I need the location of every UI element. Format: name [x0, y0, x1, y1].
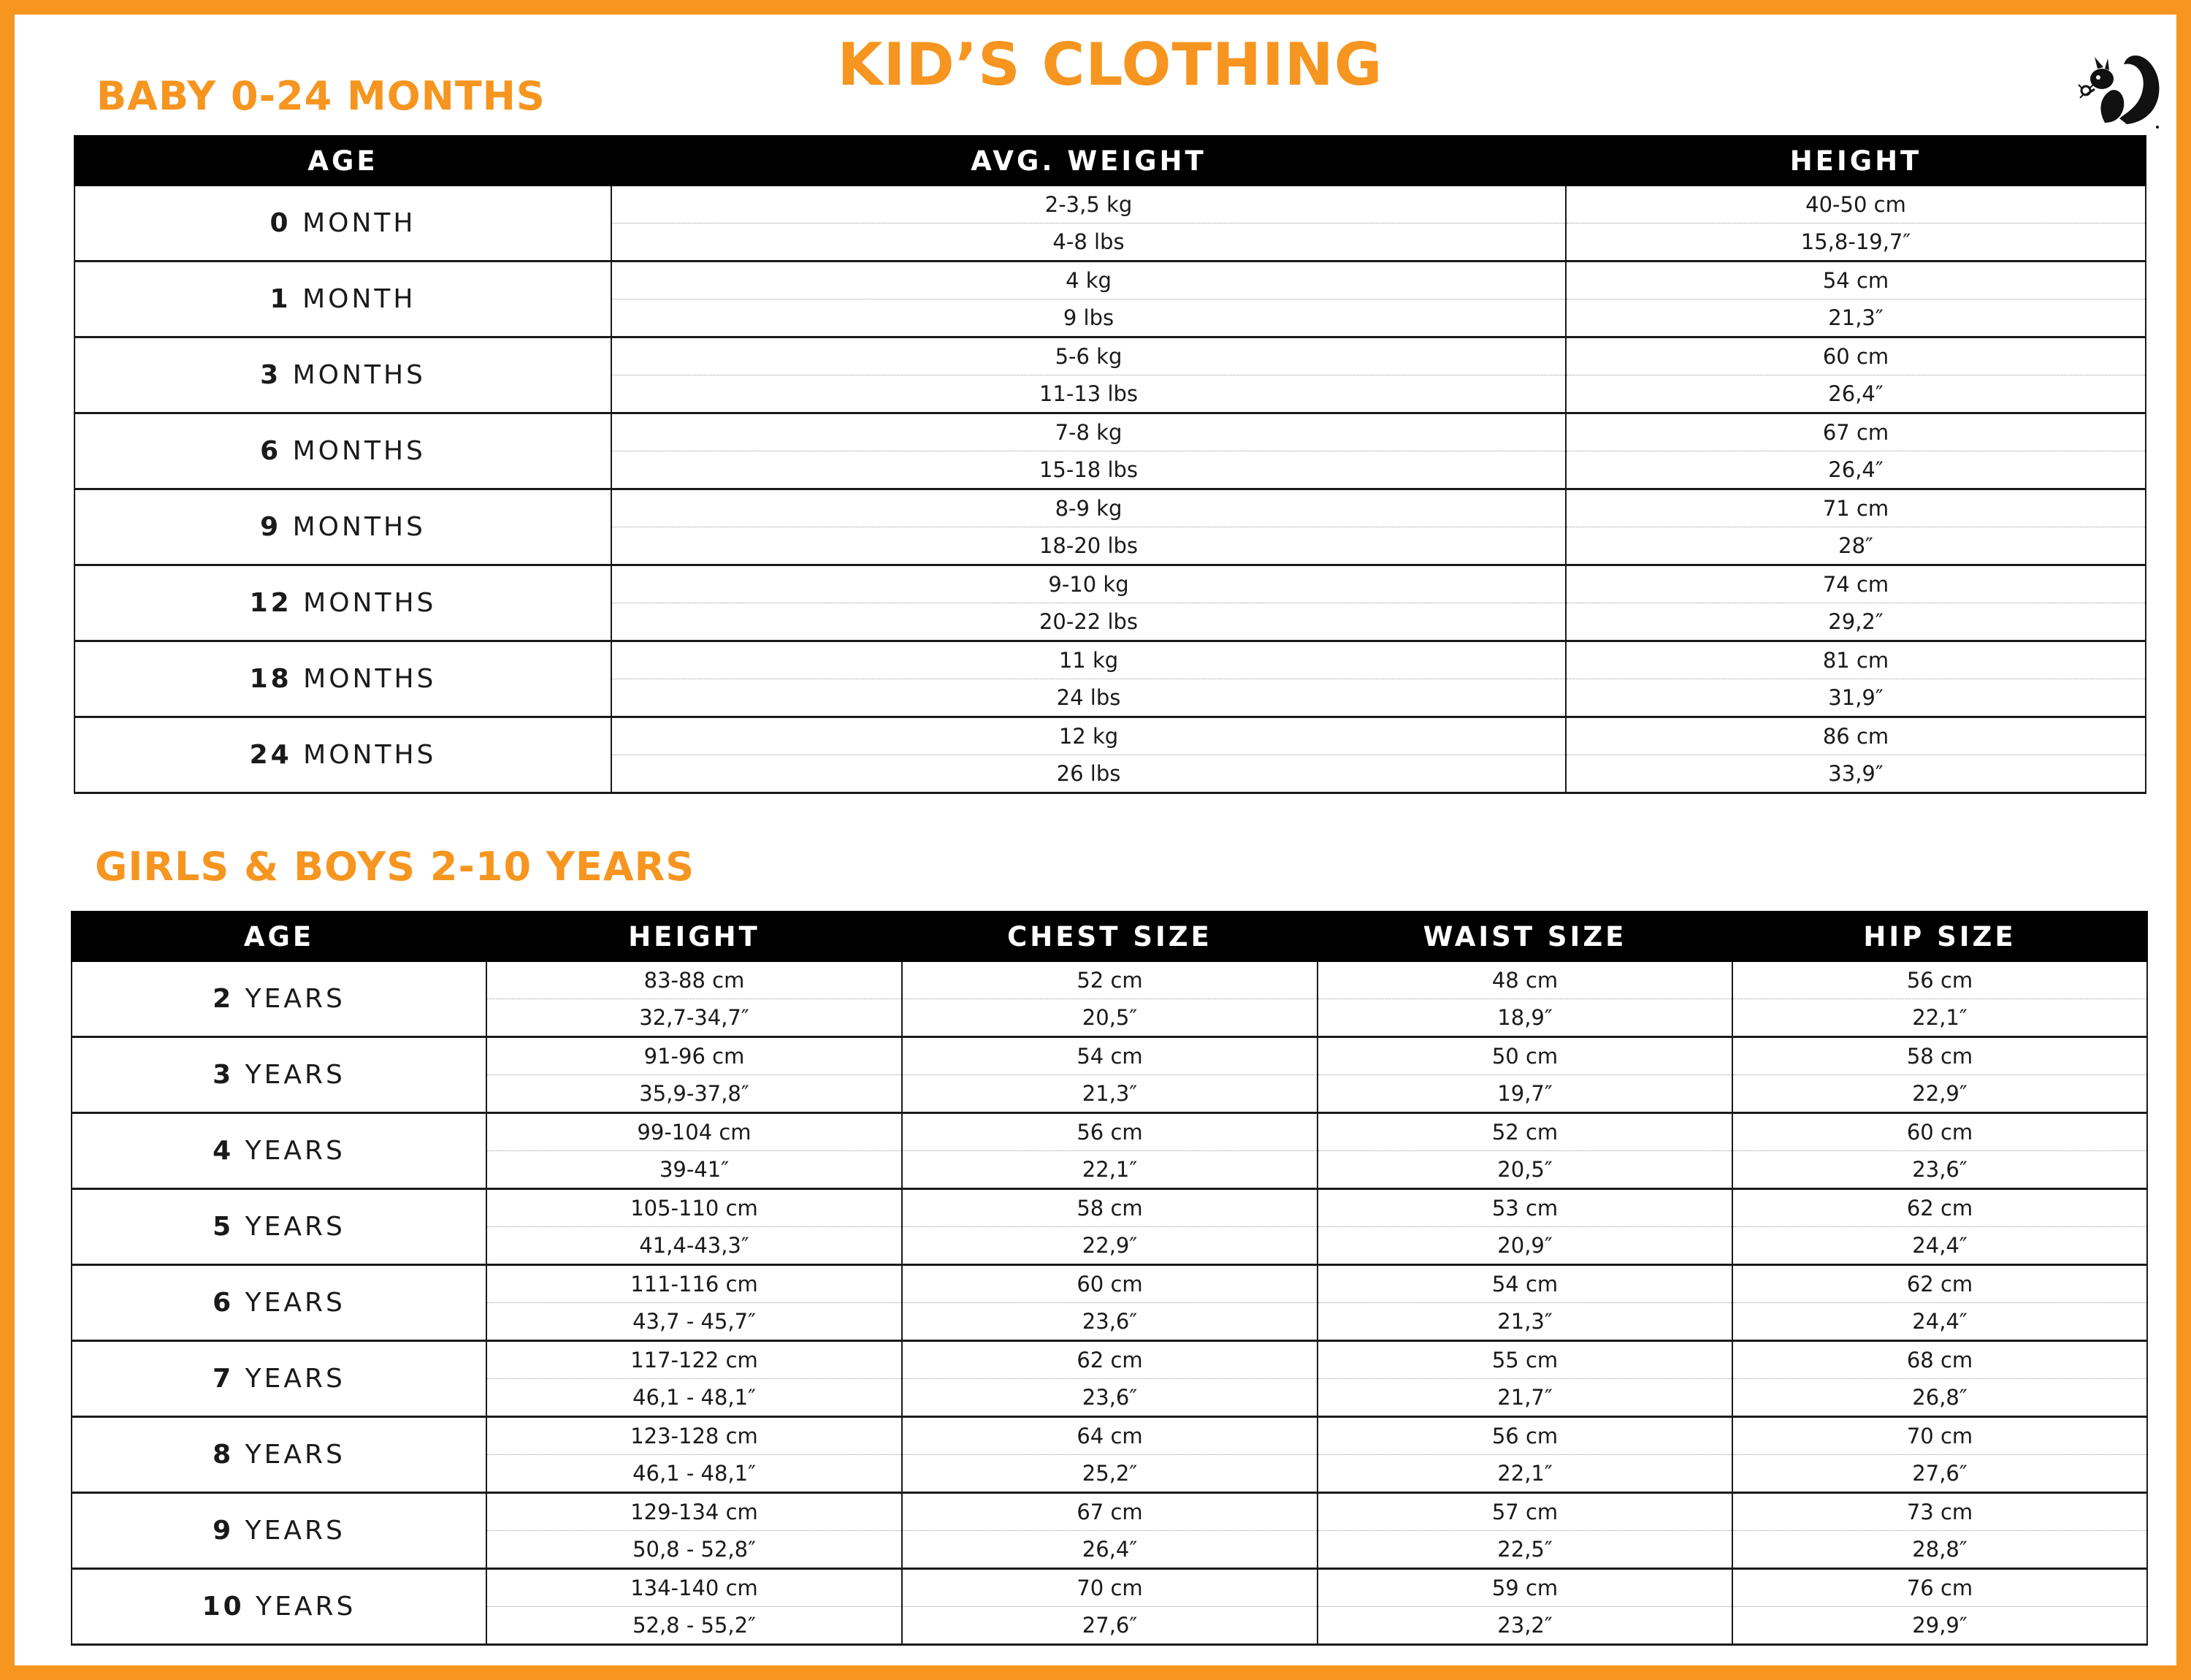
- table-row: [74, 717, 2146, 755]
- hip-imperial-cell: 22,1″: [1732, 999, 2147, 1037]
- chest-imperial-cell: 23,6″: [902, 1303, 1318, 1341]
- height-metric-cell: 134-140 cm: [486, 1569, 902, 1607]
- baby-size-table: [74, 135, 2146, 794]
- age-cell: [72, 1189, 486, 1265]
- age-number: 12: [249, 588, 292, 618]
- age-cell: [74, 489, 611, 565]
- weight-metric-cell: 12 kg: [611, 717, 1566, 755]
- hip-metric-cell: 58 cm: [1732, 1037, 2147, 1075]
- column-header-age: AGE: [74, 135, 611, 186]
- height-imperial-cell: 50,8 - 52,8″: [486, 1531, 902, 1569]
- height-imperial-cell: 32,7-34,7″: [486, 999, 902, 1037]
- weight-metric-cell: 11 kg: [611, 641, 1566, 679]
- chest-metric-cell: 58 cm: [902, 1189, 1318, 1227]
- age-unit: MONTH: [302, 208, 416, 238]
- waist-metric-cell: 54 cm: [1318, 1265, 1732, 1303]
- age-unit: MONTHS: [303, 664, 437, 694]
- hip-metric-cell: 62 cm: [1732, 1189, 2147, 1227]
- chest-imperial-cell: 22,9″: [902, 1227, 1318, 1265]
- height-imperial-cell: 28″: [1566, 527, 2146, 565]
- age-unit: YEARS: [245, 1516, 345, 1546]
- chest-imperial-cell: 27,6″: [902, 1607, 1318, 1645]
- hip-imperial-cell: 23,6″: [1732, 1151, 2147, 1189]
- age-unit: MONTH: [302, 284, 416, 314]
- weight-imperial-cell: 9 lbs: [611, 299, 1566, 337]
- waist-imperial-cell: 20,5″: [1318, 1151, 1732, 1189]
- weight-imperial-cell: 26 lbs: [611, 755, 1566, 793]
- height-imperial-cell: 43,7 - 45,7″: [486, 1303, 902, 1341]
- age-number: 6: [213, 1288, 234, 1318]
- height-metric-cell: 129-134 cm: [486, 1493, 902, 1531]
- height-metric-cell: 71 cm: [1566, 489, 2146, 527]
- height-imperial-cell: 46,1 - 48,1″: [486, 1379, 902, 1417]
- waist-imperial-cell: 23,2″: [1318, 1607, 1732, 1645]
- chest-metric-cell: 52 cm: [902, 962, 1318, 999]
- age-number: 10: [202, 1592, 245, 1622]
- table-row: [74, 261, 2146, 299]
- age-unit: MONTHS: [303, 740, 437, 770]
- chest-metric-cell: 70 cm: [902, 1569, 1318, 1607]
- hip-metric-cell: 60 cm: [1732, 1113, 2147, 1151]
- age-cell: [74, 337, 611, 413]
- hip-imperial-cell: 28,8″: [1732, 1531, 2147, 1569]
- height-imperial-cell: 31,9″: [1566, 679, 2146, 717]
- hip-imperial-cell: 27,6″: [1732, 1455, 2147, 1493]
- column-header-height: HEIGHT: [486, 911, 902, 962]
- table-row: [74, 413, 2146, 451]
- waist-imperial-cell: 18,9″: [1318, 999, 1732, 1037]
- chest-imperial-cell: 21,3″: [902, 1075, 1318, 1113]
- height-metric-cell: 105-110 cm: [486, 1189, 902, 1227]
- hip-metric-cell: 76 cm: [1732, 1569, 2147, 1607]
- column-header-age: AGE: [72, 911, 486, 962]
- waist-metric-cell: 52 cm: [1318, 1113, 1732, 1151]
- table-row: [74, 641, 2146, 679]
- column-header-height: HEIGHT: [1566, 135, 2146, 186]
- table-row: [72, 1417, 2147, 1455]
- waist-imperial-cell: 22,1″: [1318, 1455, 1732, 1493]
- height-imperial-cell: 29,2″: [1566, 603, 2146, 641]
- weight-imperial-cell: 4-8 lbs: [611, 224, 1566, 261]
- age-unit: MONTHS: [292, 436, 426, 466]
- weight-metric-cell: 7-8 kg: [611, 413, 1566, 451]
- age-number: 4: [213, 1136, 234, 1166]
- waist-imperial-cell: 20,9″: [1318, 1227, 1732, 1265]
- chest-metric-cell: 54 cm: [902, 1037, 1318, 1075]
- chest-imperial-cell: 20,5″: [902, 999, 1318, 1037]
- height-metric-cell: 117-122 cm: [486, 1341, 902, 1379]
- table-row: [74, 337, 2146, 375]
- height-imperial-cell: 26,4″: [1566, 451, 2146, 489]
- kids-section-title: GIRLS & BOYS 2-10 YEARS: [95, 844, 695, 890]
- hip-metric-cell: 62 cm: [1732, 1265, 2147, 1303]
- height-metric-cell: 74 cm: [1566, 565, 2146, 603]
- height-metric-cell: 86 cm: [1566, 717, 2146, 755]
- weight-metric-cell: 9-10 kg: [611, 565, 1566, 603]
- age-cell: [72, 1037, 486, 1113]
- table-row: [74, 489, 2146, 527]
- age-number: 3: [260, 360, 282, 390]
- age-unit: MONTHS: [303, 588, 437, 618]
- hip-metric-cell: 68 cm: [1732, 1341, 2147, 1379]
- weight-imperial-cell: 15-18 lbs: [611, 451, 1566, 489]
- weight-imperial-cell: 11-13 lbs: [611, 375, 1566, 413]
- weight-metric-cell: 2-3,5 kg: [611, 186, 1566, 224]
- column-header-hip-size: HIP SIZE: [1732, 911, 2147, 962]
- age-cell: [72, 1341, 486, 1417]
- height-imperial-cell: 15,8-19,7″: [1566, 224, 2146, 261]
- table-row: [72, 1037, 2147, 1075]
- age-number: 3: [213, 1060, 234, 1090]
- hip-metric-cell: 70 cm: [1732, 1417, 2147, 1455]
- chest-imperial-cell: 23,6″: [902, 1379, 1318, 1417]
- height-metric-cell: 54 cm: [1566, 261, 2146, 299]
- age-cell: [72, 1265, 486, 1341]
- waist-metric-cell: 53 cm: [1318, 1189, 1732, 1227]
- table-row: [72, 1189, 2147, 1227]
- age-number: 1: [269, 284, 291, 314]
- age-number: 18: [249, 664, 292, 694]
- table-row: [72, 962, 2147, 999]
- age-number: 9: [260, 512, 282, 542]
- weight-metric-cell: 4 kg: [611, 261, 1566, 299]
- height-imperial-cell: 41,4-43,3″: [486, 1227, 902, 1265]
- waist-imperial-cell: 21,7″: [1318, 1379, 1732, 1417]
- chest-imperial-cell: 25,2″: [902, 1455, 1318, 1493]
- hip-metric-cell: 73 cm: [1732, 1493, 2147, 1531]
- baby-section-title: BABY 0-24 MONTHS: [96, 73, 546, 119]
- height-metric-cell: 40-50 cm: [1566, 186, 2146, 224]
- height-metric-cell: 91-96 cm: [486, 1037, 902, 1075]
- chest-metric-cell: 62 cm: [902, 1341, 1318, 1379]
- age-cell: [74, 186, 611, 261]
- age-number: 6: [260, 436, 282, 466]
- height-imperial-cell: 26,4″: [1566, 375, 2146, 413]
- table-header-row: [74, 135, 2146, 186]
- age-cell: [72, 1493, 486, 1569]
- waist-metric-cell: 56 cm: [1318, 1417, 1732, 1455]
- age-unit: YEARS: [245, 984, 345, 1014]
- chest-imperial-cell: 22,1″: [902, 1151, 1318, 1189]
- age-cell: [72, 1569, 486, 1645]
- weight-imperial-cell: 24 lbs: [611, 679, 1566, 717]
- height-metric-cell: 123-128 cm: [486, 1417, 902, 1455]
- height-metric-cell: 60 cm: [1566, 337, 2146, 375]
- waist-imperial-cell: 21,3″: [1318, 1303, 1732, 1341]
- age-cell: [72, 962, 486, 1037]
- height-metric-cell: 99-104 cm: [486, 1113, 902, 1151]
- weight-metric-cell: 5-6 kg: [611, 337, 1566, 375]
- kids-size-table: [71, 911, 2148, 1646]
- age-unit: YEARS: [245, 1136, 345, 1166]
- height-metric-cell: 81 cm: [1566, 641, 2146, 679]
- waist-imperial-cell: 19,7″: [1318, 1075, 1732, 1113]
- age-unit: YEARS: [245, 1212, 345, 1242]
- age-number: 8: [213, 1440, 234, 1470]
- age-unit: YEARS: [245, 1364, 345, 1394]
- chest-imperial-cell: 26,4″: [902, 1531, 1318, 1569]
- table-row: [72, 1569, 2147, 1607]
- chest-metric-cell: 60 cm: [902, 1265, 1318, 1303]
- table-row: [72, 1113, 2147, 1151]
- height-imperial-cell: 46,1 - 48,1″: [486, 1455, 902, 1493]
- age-cell: [74, 717, 611, 793]
- age-cell: [74, 565, 611, 641]
- column-header-chest-size: CHEST SIZE: [902, 911, 1318, 962]
- height-metric-cell: 83-88 cm: [486, 962, 902, 999]
- height-imperial-cell: 33,9″: [1566, 755, 2146, 793]
- waist-metric-cell: 55 cm: [1318, 1341, 1732, 1379]
- weight-imperial-cell: 20-22 lbs: [611, 603, 1566, 641]
- waist-imperial-cell: 22,5″: [1318, 1531, 1732, 1569]
- height-imperial-cell: 52,8 - 55,2″: [486, 1607, 902, 1645]
- table-row: [72, 1341, 2147, 1379]
- chest-metric-cell: 56 cm: [902, 1113, 1318, 1151]
- age-unit: YEARS: [245, 1060, 345, 1090]
- age-cell: [74, 641, 611, 717]
- table-row: [74, 186, 2146, 224]
- table-row: [72, 1265, 2147, 1303]
- age-number: 2: [213, 984, 234, 1014]
- height-imperial-cell: 35,9-37,8″: [486, 1075, 902, 1113]
- height-imperial-cell: 21,3″: [1566, 299, 2146, 337]
- age-number: 5: [213, 1212, 234, 1242]
- age-unit: YEARS: [245, 1440, 345, 1470]
- weight-imperial-cell: 18-20 lbs: [611, 527, 1566, 565]
- age-cell: [74, 413, 611, 489]
- age-unit: YEARS: [256, 1592, 356, 1622]
- age-number: 24: [249, 740, 292, 770]
- squirrel-logo-icon: [2076, 37, 2166, 131]
- chest-metric-cell: 64 cm: [902, 1417, 1318, 1455]
- page-title: KID’S CLOTHING: [837, 31, 1383, 99]
- waist-metric-cell: 50 cm: [1318, 1037, 1732, 1075]
- age-unit: MONTHS: [292, 512, 426, 542]
- hip-metric-cell: 56 cm: [1732, 962, 2147, 999]
- age-number: 9: [213, 1516, 234, 1546]
- hip-imperial-cell: 29,9″: [1732, 1607, 2147, 1645]
- chest-metric-cell: 67 cm: [902, 1493, 1318, 1531]
- age-cell: [72, 1113, 486, 1189]
- waist-metric-cell: 59 cm: [1318, 1569, 1732, 1607]
- age-number: 7: [213, 1364, 234, 1394]
- table-row: [72, 1493, 2147, 1531]
- height-metric-cell: 111-116 cm: [486, 1265, 902, 1303]
- waist-metric-cell: 48 cm: [1318, 962, 1732, 999]
- age-cell: [74, 261, 611, 337]
- hip-imperial-cell: 26,8″: [1732, 1379, 2147, 1417]
- table-row: [74, 565, 2146, 603]
- age-cell: [72, 1417, 486, 1493]
- height-imperial-cell: 39-41″: [486, 1151, 902, 1189]
- table-header-row: [72, 911, 2147, 962]
- column-header-avg-weight: AVG. WEIGHT: [611, 135, 1566, 186]
- column-header-waist-size: WAIST SIZE: [1318, 911, 1732, 962]
- height-metric-cell: 67 cm: [1566, 413, 2146, 451]
- weight-metric-cell: 8-9 kg: [611, 489, 1566, 527]
- waist-metric-cell: 57 cm: [1318, 1493, 1732, 1531]
- age-unit: YEARS: [245, 1288, 345, 1318]
- hip-imperial-cell: 22,9″: [1732, 1075, 2147, 1113]
- hip-imperial-cell: 24,4″: [1732, 1303, 2147, 1341]
- hip-imperial-cell: 24,4″: [1732, 1227, 2147, 1265]
- age-unit: MONTHS: [292, 360, 426, 390]
- age-number: 0: [269, 208, 291, 238]
